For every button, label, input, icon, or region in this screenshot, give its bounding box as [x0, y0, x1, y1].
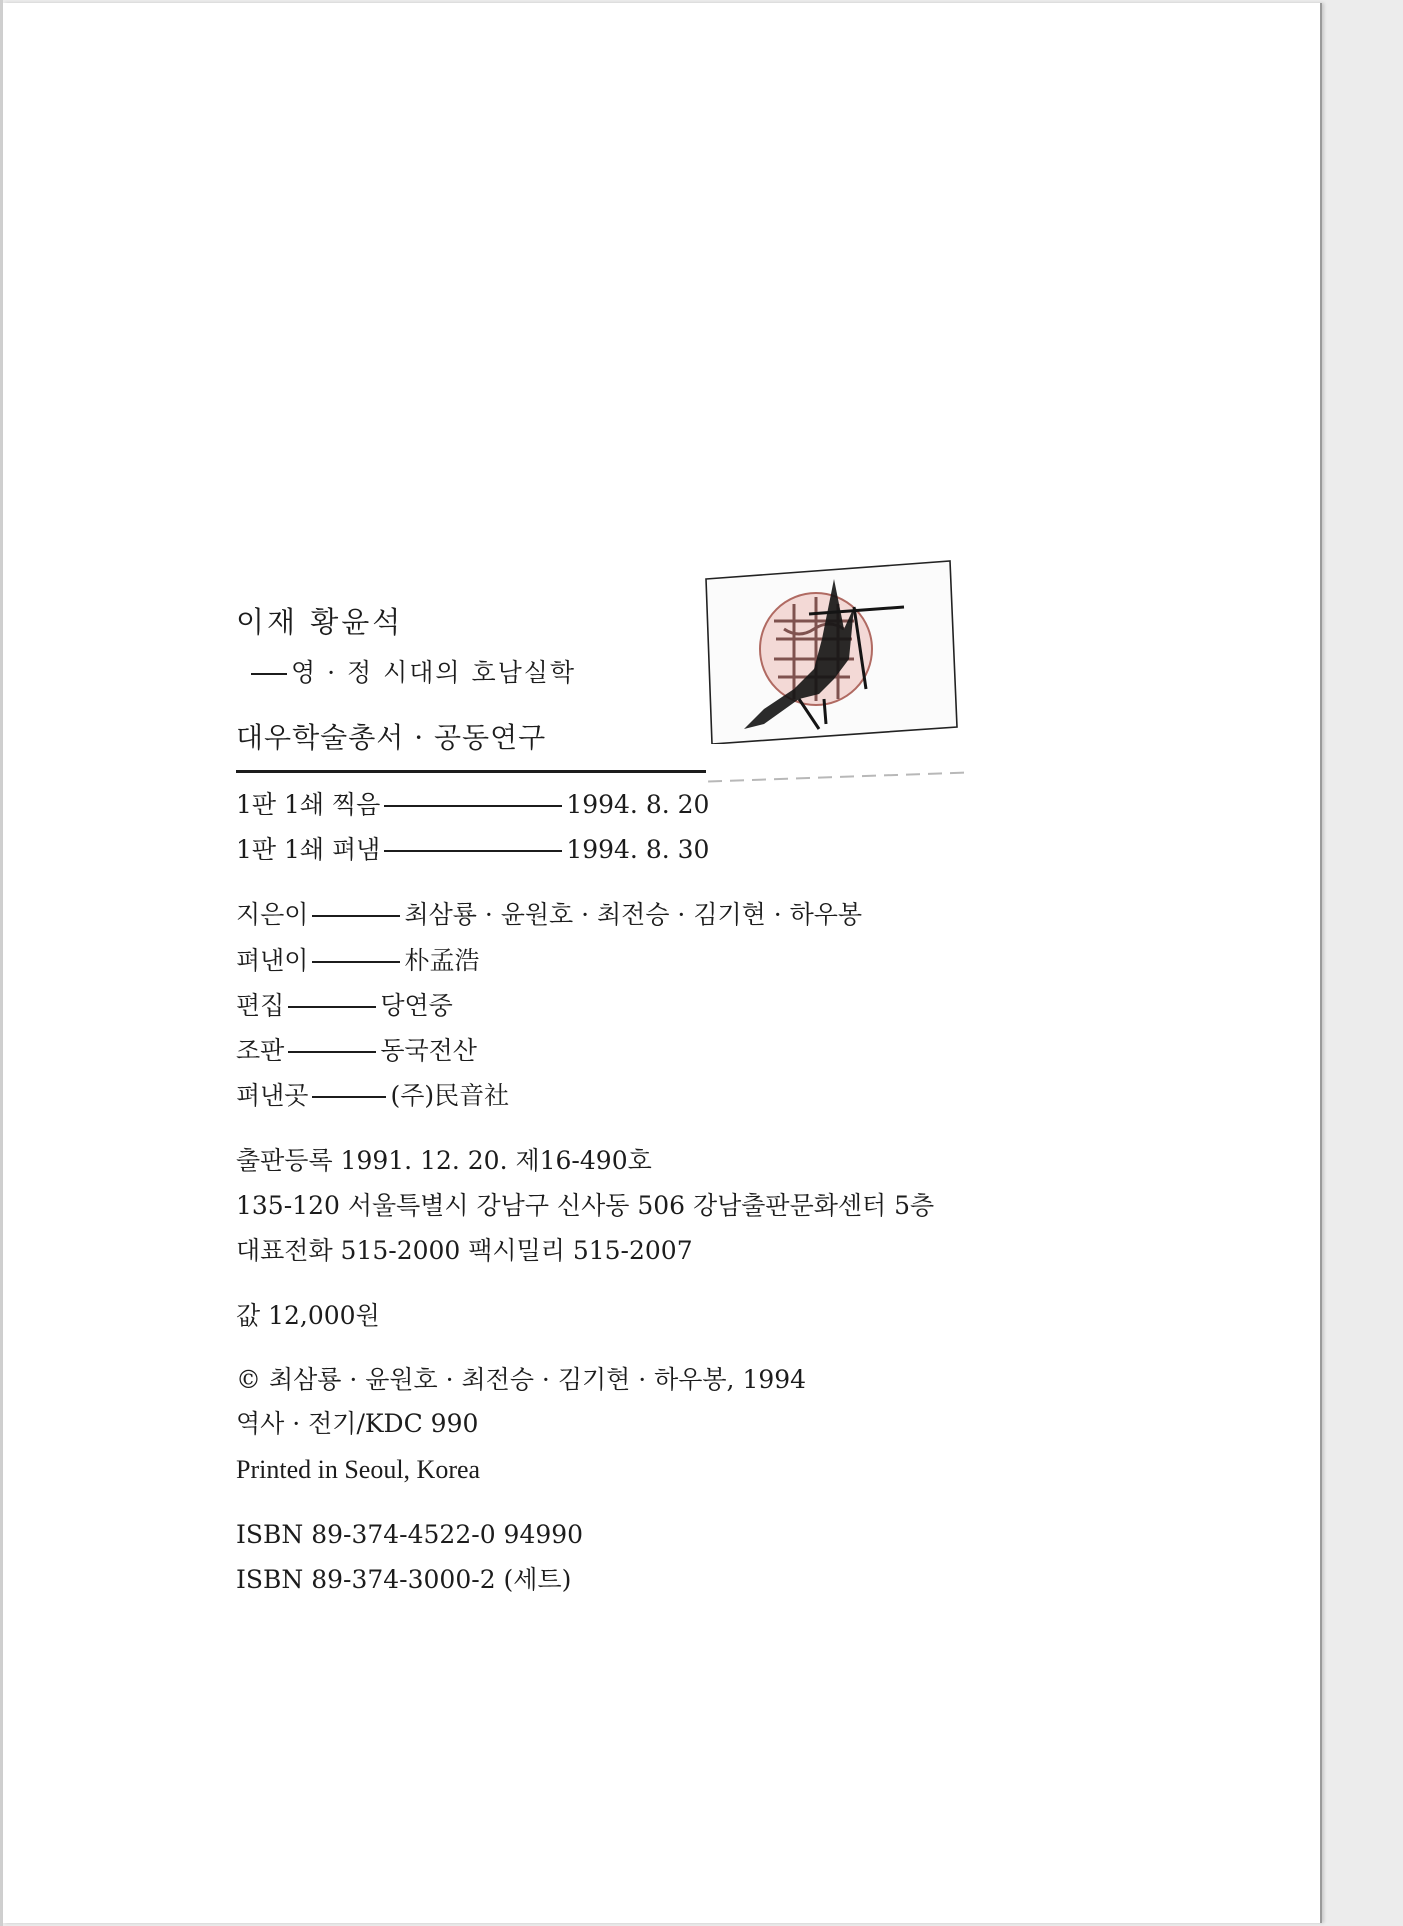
credit-row: [236, 1081, 509, 1111]
credit-label: 조판: [236, 1036, 285, 1065]
book-subtitle-text: 영 · 정 시대의 호남실학: [291, 658, 577, 687]
credit-value: (주)民音社: [390, 1081, 510, 1110]
isbn-line: ISBN 89-374-4522-0 94990: [236, 1520, 584, 1549]
printing-label: 1판 1쇄 찍음: [236, 790, 381, 819]
address-line: 135-120 서울특별시 강남구 신사동 506 강남출판문화센터 5층: [236, 1191, 935, 1220]
credit-row: [236, 946, 479, 976]
pencil-line: [708, 771, 968, 782]
credit-label: 펴낸곳: [236, 1081, 309, 1110]
header-rule: [236, 770, 706, 773]
book-subtitle: [247, 658, 576, 688]
printing-label: 1판 1쇄 펴냄: [236, 835, 381, 864]
registration-line: 출판등록 1991. 12. 20. 제16-490호: [236, 1146, 652, 1175]
credit-row: [236, 1036, 477, 1066]
leader-line: [312, 915, 400, 917]
credit-value: 최삼룡 · 윤원호 · 최전승 · 김기현 · 하우봉: [404, 900, 863, 929]
credit-value: 朴孟浩: [404, 946, 480, 975]
book-title: 이재 황윤석: [236, 605, 404, 639]
author-seal-stamp: [704, 559, 959, 744]
credit-row: [236, 900, 862, 930]
credit-label: 펴낸이: [236, 946, 309, 975]
credit-row: [236, 991, 453, 1021]
leader-line: [384, 850, 562, 852]
em-dash: [251, 673, 287, 675]
isbn-set-line: ISBN 89-374-3000-2 (세트): [236, 1565, 572, 1594]
credit-label: 편집: [236, 991, 285, 1020]
leader-line: [312, 961, 400, 963]
printed-in-line: Printed in Seoul, Korea: [236, 1455, 481, 1484]
classification-line: 역사 · 전기/KDC 990: [236, 1409, 479, 1438]
price-line: 값 12,000원: [236, 1301, 380, 1330]
phone-line: 대표전화 515-2000 팩시밀리 515-2007: [236, 1236, 693, 1265]
leader-line: [312, 1096, 386, 1098]
printing-date: 1994. 8. 30: [566, 835, 710, 864]
printing-date: 1994. 8. 20: [566, 790, 710, 819]
credit-value: 동국전산: [380, 1036, 477, 1065]
credit-value: 당연중: [380, 991, 453, 1020]
credit-label: 지은이: [236, 900, 309, 929]
leader-line: [288, 1006, 376, 1008]
series-name: 대우학술총서 · 공동연구: [236, 721, 547, 754]
copyright-page: [3, 3, 1322, 1923]
printing-row: [236, 835, 709, 865]
printing-row: [236, 790, 709, 820]
leader-line: [384, 805, 562, 807]
copyright-line: © 최삼룡 · 윤원호 · 최전승 · 김기현 · 하우봉, 1994: [236, 1365, 807, 1394]
leader-line: [288, 1051, 376, 1053]
